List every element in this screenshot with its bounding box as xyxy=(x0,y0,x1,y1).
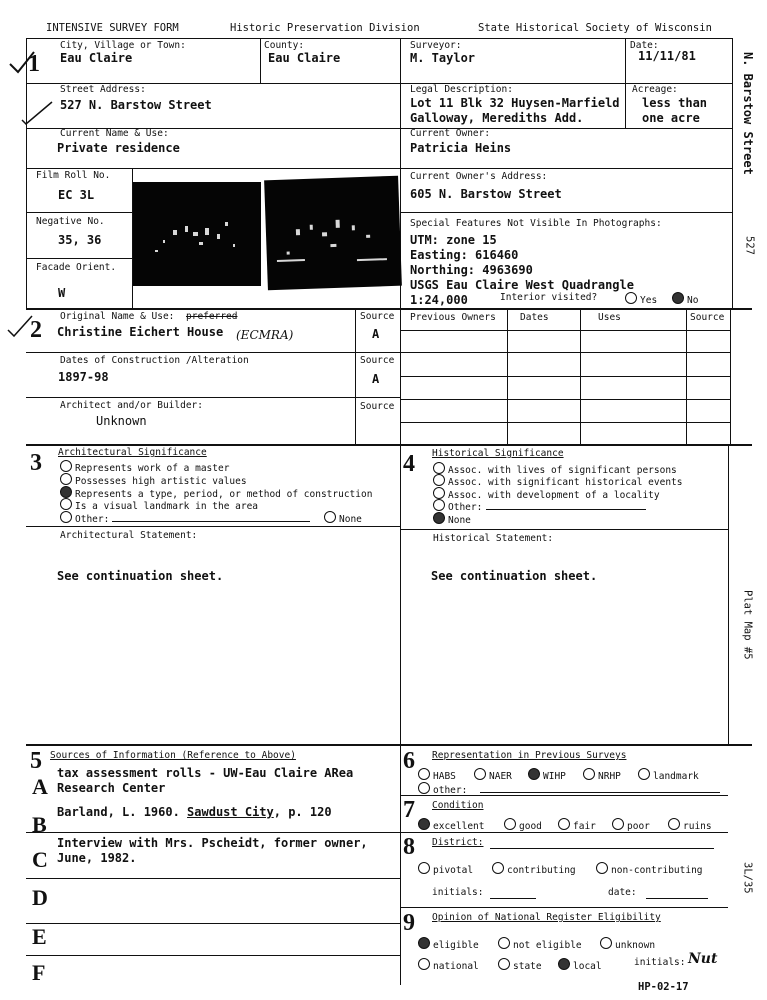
northing-value: Northing: 4963690 xyxy=(410,263,533,277)
eligibility-not-eligible[interactable]: not eligible xyxy=(498,937,582,951)
film-label: Film Roll No. xyxy=(36,170,111,181)
condition-ruins[interactable]: ruins xyxy=(668,818,712,832)
scale-value: 1:24,000 xyxy=(410,293,468,307)
street-label: Street Address: xyxy=(60,84,146,95)
section-number-9: 9 xyxy=(403,910,415,936)
district-noncontributing[interactable]: non-contributing xyxy=(596,862,703,876)
county-value: Eau Claire xyxy=(268,51,341,65)
rule xyxy=(400,422,730,423)
survey-option-wihp[interactable]: WIHP xyxy=(528,768,566,782)
rule xyxy=(625,38,626,128)
struck-text: preferred xyxy=(186,311,238,322)
radio-circle-icon xyxy=(612,818,624,830)
rule xyxy=(730,309,731,444)
city-value: Eau Claire xyxy=(60,51,133,65)
source-letter-c: C xyxy=(32,847,48,872)
previous-dates-header: Dates xyxy=(520,312,549,323)
division-name: Historic Preservation Division xyxy=(230,22,420,34)
rule xyxy=(400,212,732,213)
rule xyxy=(26,526,400,527)
source-letter-d: D xyxy=(32,885,48,910)
radio-circle-icon xyxy=(433,474,445,486)
rule xyxy=(26,878,400,879)
radio-circle-icon xyxy=(418,958,430,970)
source-label: Source xyxy=(360,355,395,366)
special-features-label: Special Features Not Visible In Photographs: xyxy=(410,218,662,229)
radio-checked-icon xyxy=(528,768,540,780)
eligibility-national[interactable]: national xyxy=(418,958,479,972)
date-value: 11/11/81 xyxy=(638,49,696,63)
original-source-value: A xyxy=(372,327,380,341)
rule xyxy=(26,444,752,446)
owner-address-value: 605 N. Barstow Street xyxy=(410,187,562,201)
architectural-statement-value: See continuation sheet. xyxy=(57,569,224,583)
radio-checked-icon xyxy=(433,512,445,524)
condition-excellent[interactable]: excellent xyxy=(418,818,484,832)
owner-label: Current Owner: xyxy=(410,128,491,139)
eligibility-title: Opinion of National Register Eligibility xyxy=(432,912,661,923)
margin-film-negative: 3L/35 xyxy=(741,862,754,894)
architectural-statement-label: Architectural Statement: xyxy=(60,530,198,541)
rule xyxy=(355,309,356,444)
rule xyxy=(26,352,400,353)
section-number-7: 7 xyxy=(403,797,415,823)
survey-option-nrhp[interactable]: NRHP xyxy=(583,768,621,782)
check-mark-icon xyxy=(6,314,36,340)
utm-value: UTM: zone 15 xyxy=(410,233,497,247)
margin-plat-map: Plat Map #5 xyxy=(741,590,754,660)
previous-source-header: Source xyxy=(690,312,725,323)
condition-title: Condition xyxy=(432,800,484,811)
section-number-5: 5 xyxy=(30,748,42,774)
survey-option-other[interactable]: other: xyxy=(418,782,467,796)
district-initials-label: initials: xyxy=(432,887,484,898)
dates-source-value: A xyxy=(372,372,380,386)
source-letter-a: A xyxy=(32,774,48,799)
radio-checked-icon xyxy=(418,818,430,830)
form-code: HP-02-17 xyxy=(638,981,689,993)
radio-circle-icon xyxy=(583,768,595,780)
source-a-line-1: tax assessment rolls - UW-Eau Claire ARea xyxy=(57,766,354,780)
radio-circle-icon xyxy=(498,937,510,949)
acreage-line-2: one acre xyxy=(642,111,700,125)
eligibility-state[interactable]: state xyxy=(498,958,542,972)
rule xyxy=(26,955,400,956)
source-letter-f: F xyxy=(32,960,46,985)
condition-good[interactable]: good xyxy=(504,818,542,832)
rule xyxy=(26,923,400,924)
radio-circle-icon xyxy=(418,782,430,794)
rule xyxy=(400,330,730,331)
initials-blank-line xyxy=(490,898,536,899)
eligibility-local[interactable]: local xyxy=(558,958,602,972)
radio-circle-icon xyxy=(474,768,486,780)
rule xyxy=(26,212,132,213)
current-name-label: Current Name & Use: xyxy=(60,128,169,139)
street-value: 527 N. Barstow Street xyxy=(60,98,212,112)
margin-street: N. Barstow Street xyxy=(741,52,755,175)
district-pivotal[interactable]: pivotal xyxy=(418,862,473,876)
arch-option-master[interactable]: Represents work of a master xyxy=(60,460,229,474)
previous-uses-header: Uses xyxy=(598,312,621,323)
radio-circle-icon xyxy=(625,292,637,304)
radio-circle-icon xyxy=(418,862,430,874)
other-blank-line xyxy=(480,792,720,793)
rule xyxy=(26,38,732,39)
source-letter-e: E xyxy=(32,924,47,949)
radio-checked-icon xyxy=(672,292,684,304)
facade-photo-2 xyxy=(264,176,402,291)
rule xyxy=(26,744,752,746)
society-name: State Historical Society of Wisconsin xyxy=(478,22,712,34)
historical-statement-value: See continuation sheet. xyxy=(431,569,598,583)
section-number-4: 4 xyxy=(403,451,415,477)
source-label: Source xyxy=(360,401,395,412)
acreage-line-1: less than xyxy=(642,96,708,110)
rule xyxy=(400,745,401,985)
radio-circle-icon xyxy=(596,862,608,874)
rule xyxy=(400,832,728,833)
rule xyxy=(400,445,401,745)
rule xyxy=(26,258,132,259)
district-date-label: date: xyxy=(608,887,637,898)
radio-circle-icon xyxy=(60,473,72,485)
radio-circle-icon xyxy=(492,862,504,874)
source-letter-b: B xyxy=(32,812,47,837)
city-label: City, Village or Town: xyxy=(60,40,186,51)
easting-value: Easting: 616460 xyxy=(410,248,519,262)
form-title: INTENSIVE SURVEY FORM xyxy=(46,22,179,34)
handwritten-initials: Nut xyxy=(688,951,718,967)
radio-circle-icon xyxy=(668,818,680,830)
facade-value: W xyxy=(58,286,66,300)
eligibility-unknown[interactable]: unknown xyxy=(600,937,655,951)
hist-option-locality[interactable]: Assoc. with development of a locality xyxy=(433,487,660,501)
condition-fair[interactable]: fair xyxy=(558,818,596,832)
hist-option-events[interactable]: Assoc. with significant historical events xyxy=(433,474,683,488)
radio-circle-icon xyxy=(504,818,516,830)
legal-line-1: Lot 11 Blk 32 Huysen-Marfield xyxy=(410,96,620,110)
rule xyxy=(400,907,728,908)
survey-option-landmark[interactable]: landmark xyxy=(638,768,699,782)
section-number-2: 2 xyxy=(30,317,42,343)
radio-circle-icon xyxy=(60,460,72,472)
source-c-line-1: Interview with Mrs. Pscheidt, former owner, xyxy=(57,836,368,850)
radio-circle-icon xyxy=(433,487,445,499)
owner-value: Patricia Heins xyxy=(410,141,512,155)
arch-option-artistic[interactable]: Possesses high artistic values xyxy=(60,473,247,487)
hist-option-other[interactable]: Other: xyxy=(433,499,482,513)
radio-circle-icon xyxy=(60,498,72,510)
radio-checked-icon xyxy=(558,958,570,970)
arch-option-none[interactable]: None xyxy=(324,511,362,525)
historical-statement-label: Historical Statement: xyxy=(433,533,554,544)
original-name-label: Original Name & Use: xyxy=(60,311,175,322)
acreage-label: Acreage: xyxy=(632,84,678,95)
interior-no-option[interactable]: No xyxy=(672,292,698,306)
construction-dates-label: Dates of Construction /Alteration xyxy=(60,355,249,366)
previous-surveys-title: Representation in Previous Surveys xyxy=(432,750,627,761)
arch-option-other[interactable]: Other: xyxy=(60,511,109,525)
district-title: District: xyxy=(432,837,484,848)
rule xyxy=(26,397,400,398)
architect-label: Architect and/or Builder: xyxy=(60,400,203,411)
radio-circle-icon xyxy=(433,499,445,511)
facade-label: Facade Orient. xyxy=(36,262,117,273)
rule xyxy=(26,38,27,308)
rule xyxy=(400,352,730,353)
original-name-value: Christine Eichert House xyxy=(57,325,224,339)
negative-label: Negative No. xyxy=(36,216,105,227)
check-mark-icon xyxy=(8,48,38,78)
hist-option-persons[interactable]: Assoc. with lives of significant persons xyxy=(433,462,677,476)
hist-option-none[interactable]: None xyxy=(433,512,471,526)
radio-circle-icon xyxy=(324,511,336,523)
other-blank-line xyxy=(112,521,310,522)
source-c-line-2: June, 1982. xyxy=(57,851,137,865)
construction-dates-value: 1897-98 xyxy=(58,370,109,384)
rule xyxy=(260,38,261,83)
architectural-significance-title: Architectural Significance xyxy=(58,447,207,458)
source-b-value: Barland, L. 1960. Sawdust City, p. 120 xyxy=(57,805,332,819)
legal-line-2: Galloway, Merediths Add. xyxy=(410,111,584,125)
historical-significance-title: Historical Significance xyxy=(432,448,564,459)
county-label: County: xyxy=(264,40,305,51)
section-number-8: 8 xyxy=(403,834,415,860)
rule xyxy=(26,308,752,310)
date-label: Date: xyxy=(630,40,659,51)
radio-checked-icon xyxy=(60,486,72,498)
eligibility-eligible[interactable]: eligible xyxy=(418,937,479,951)
survey-option-habs[interactable]: HABS xyxy=(418,768,456,782)
legal-label: Legal Description: xyxy=(410,84,513,95)
facade-photo-1 xyxy=(133,182,261,286)
rule xyxy=(732,38,733,308)
margin-number: 527 xyxy=(743,236,756,255)
rule xyxy=(400,529,728,530)
radio-circle-icon xyxy=(600,937,612,949)
rule xyxy=(728,445,729,745)
section-number-3: 3 xyxy=(30,450,42,476)
arch-option-landmark[interactable]: Is a visual landmark in the area xyxy=(60,498,258,512)
handwritten-note: (ECMRA) xyxy=(236,328,294,342)
surveyor-label: Surveyor: xyxy=(410,40,462,51)
rule xyxy=(400,399,730,400)
radio-circle-icon xyxy=(60,511,72,523)
sources-title: Sources of Information (Reference to Above) xyxy=(50,750,296,761)
survey-option-naer[interactable]: NAER xyxy=(474,768,512,782)
radio-circle-icon xyxy=(433,462,445,474)
architect-value: Unknown xyxy=(96,414,147,428)
rule xyxy=(400,376,730,377)
previous-owners-header: Previous Owners xyxy=(410,312,496,323)
radio-circle-icon xyxy=(498,958,510,970)
district-blank-line xyxy=(490,848,714,849)
interior-yes-option[interactable]: Yes xyxy=(625,292,657,306)
date-blank-line xyxy=(646,898,708,899)
district-contributing[interactable]: contributing xyxy=(492,862,576,876)
arch-option-type[interactable]: Represents a type, period, or method of construction xyxy=(60,486,372,500)
source-a-line-2: Research Center xyxy=(57,781,166,795)
section-number-1: 1 xyxy=(28,51,40,77)
other-blank-line xyxy=(486,509,646,510)
eligibility-initials-label: initials: xyxy=(634,957,686,968)
radio-circle-icon xyxy=(638,768,650,780)
check-mark-icon xyxy=(20,100,56,126)
interior-visited-label: Interior visited? xyxy=(500,292,598,303)
section-number-6: 6 xyxy=(403,748,415,774)
radio-circle-icon xyxy=(558,818,570,830)
surveyor-value: M. Taylor xyxy=(410,51,476,65)
owner-address-label: Current Owner's Address: xyxy=(410,171,548,182)
rule xyxy=(26,832,400,833)
source-label: Source xyxy=(360,311,395,322)
film-value: EC 3L xyxy=(58,188,95,202)
usgs-value: USGS Eau Claire West Quadrangle xyxy=(410,278,634,292)
negative-value: 35, 36 xyxy=(58,233,102,247)
current-name-value: Private residence xyxy=(57,141,180,155)
condition-poor[interactable]: poor xyxy=(612,818,650,832)
radio-checked-icon xyxy=(418,937,430,949)
radio-circle-icon xyxy=(418,768,430,780)
